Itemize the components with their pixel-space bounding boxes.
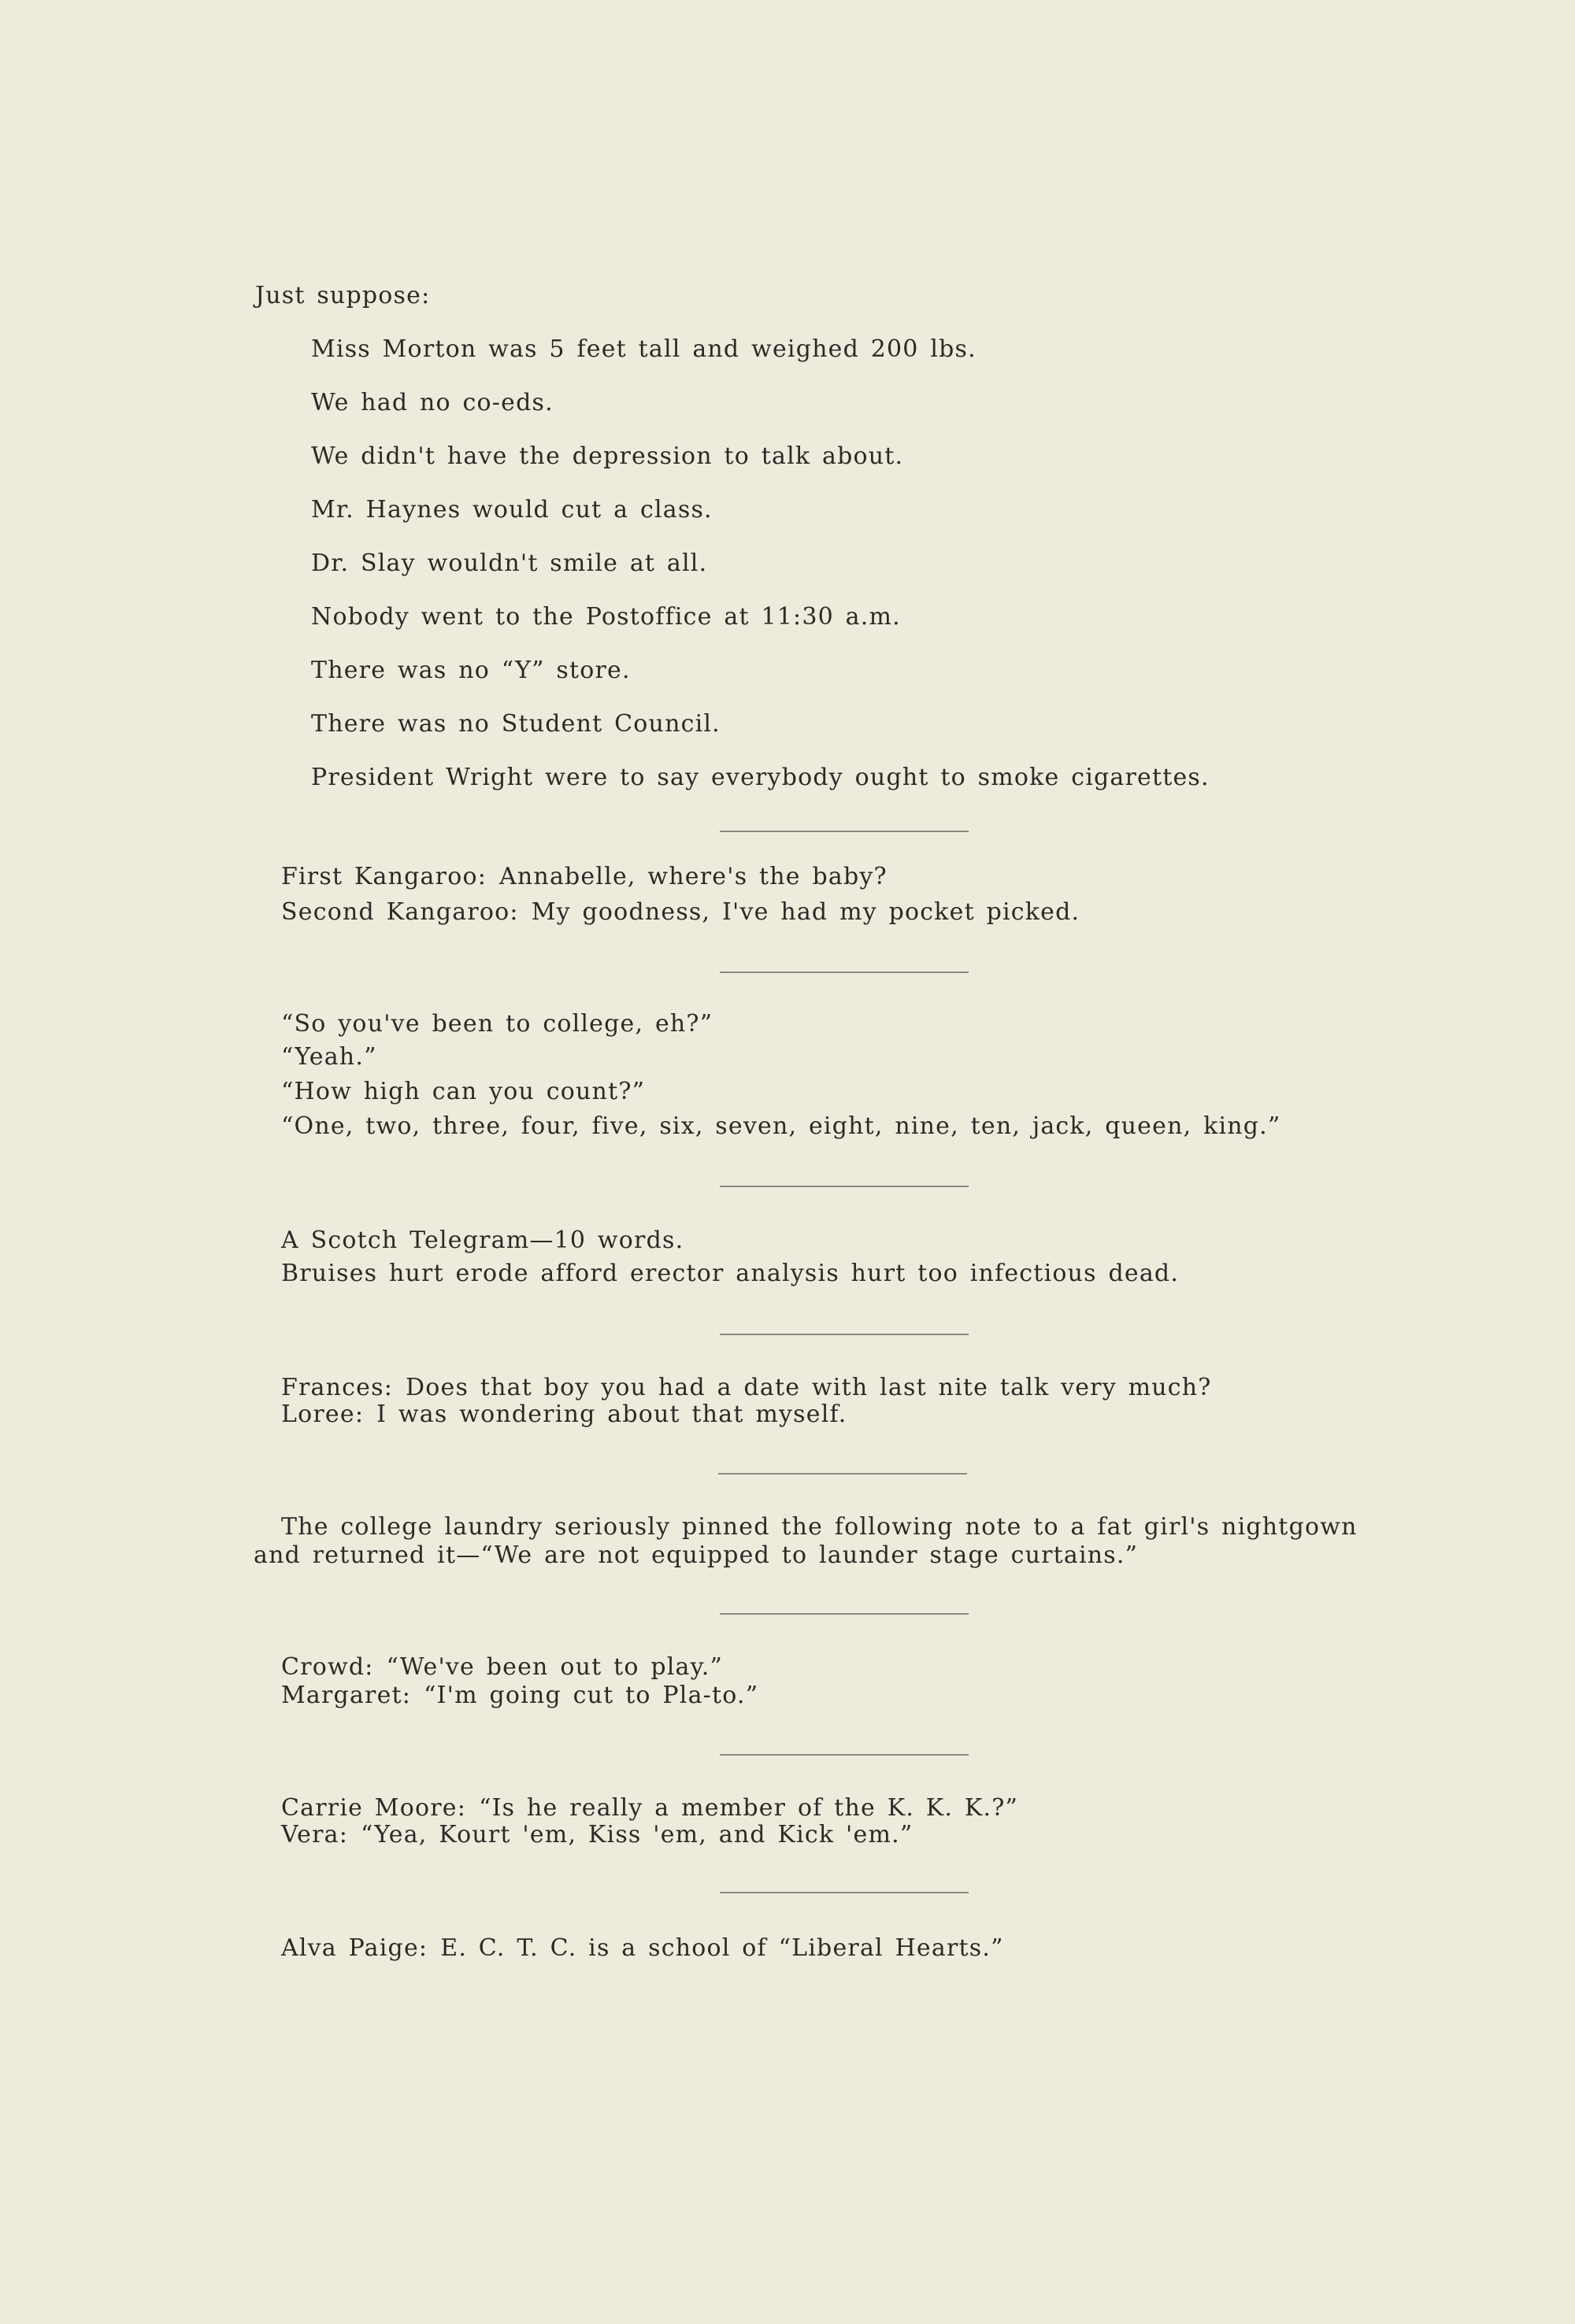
speaker-label: Second Kangaroo:: [281, 898, 519, 926]
speaker-label: Carrie Moore:: [281, 1794, 467, 1822]
dialogue-line: [281, 1653, 723, 1682]
section-divider: [720, 1613, 969, 1615]
dialogue-text: “We've been out to play.”: [386, 1653, 724, 1681]
suppose-item: We had no co-eds.: [311, 389, 554, 416]
suppose-heading: Just suppose:: [255, 282, 431, 309]
dialogue-line: [281, 1401, 847, 1429]
dialogue-text: Annabelle, where's the baby?: [499, 863, 888, 890]
suppose-item: There was no “Y” store.: [311, 657, 631, 684]
suppose-item: Dr. Slay wouldn't smile at all.: [311, 550, 708, 577]
dialogue-text: E. C. T. C. is a school of “Liberal Hearts.”: [440, 1934, 1004, 1962]
dialogue-text: “I'm going cut to Pla-to.”: [424, 1682, 759, 1709]
dialogue-text: Does that boy you had a date with last nite talk very much?: [406, 1374, 1212, 1401]
section-divider: [720, 1892, 969, 1893]
speaker-label: First Kangaroo:: [281, 863, 487, 890]
joke-line: “One, two, three, four, five, six, seven, eight, nine, ten, jack, queen, king.”: [281, 1112, 1281, 1140]
dialogue-line: [281, 1794, 1018, 1823]
suppose-item: President Wright were to say everybody ought to smoke cigarettes.: [311, 764, 1210, 791]
joke-line: “How high can you count?”: [281, 1078, 646, 1105]
section-divider: [720, 1186, 969, 1187]
suppose-item: There was no Student Council.: [311, 710, 721, 738]
dialogue-line: [281, 1682, 758, 1710]
section-divider: [720, 1334, 969, 1335]
section-divider: [720, 831, 969, 832]
speaker-label: Vera:: [281, 1821, 348, 1848]
section-divider: [720, 1754, 969, 1756]
joke-line: “So you've been to college, eh?”: [281, 1010, 713, 1038]
dialogue-line: [281, 863, 888, 891]
joke-line: The college laundry seriously pinned the following note to a fat girl's nightgown: [281, 1513, 1358, 1541]
suppose-item: We didn't have the depression to talk about.: [311, 442, 904, 470]
dialogue-line: [281, 1374, 1212, 1402]
joke-line: “Yeah.”: [281, 1043, 377, 1071]
dialogue-text: My goodness, I've had my pocket picked.: [531, 898, 1080, 926]
dialogue-text: I was wondering about that myself.: [376, 1401, 847, 1428]
dialogue-text: “Is he really a member of the K. K. K.?”: [479, 1794, 1019, 1822]
joke-line: Bruises hurt erode afford erector analysis hurt too infectious dead.: [281, 1260, 1180, 1287]
joke-line: and returned it—“We are not equipped to launder stage curtains.”: [254, 1541, 1139, 1569]
joke-line: A Scotch Telegram—10 words.: [281, 1227, 684, 1254]
speaker-label: Margaret:: [281, 1682, 412, 1709]
suppose-item: Nobody went to the Postoffice at 11:30 a.m.: [311, 603, 901, 631]
dialogue-line: [281, 1821, 913, 1849]
suppose-item: Miss Morton was 5 feet tall and weighed 200 lbs.: [311, 335, 976, 363]
speaker-label: Alva Paige:: [281, 1934, 428, 1962]
suppose-item: Mr. Haynes would cut a class.: [311, 496, 713, 524]
dialogue-line: [281, 1934, 1004, 1963]
speaker-label: Crowd:: [281, 1653, 374, 1681]
section-divider: [720, 971, 969, 973]
dialogue-line: [281, 898, 1080, 927]
section-divider: [718, 1473, 967, 1475]
speaker-label: Loree:: [281, 1401, 365, 1428]
speaker-label: Frances:: [281, 1374, 394, 1401]
dialogue-text: “Yea, Kourt 'em, Kiss 'em, and Kick 'em.”: [361, 1821, 914, 1848]
